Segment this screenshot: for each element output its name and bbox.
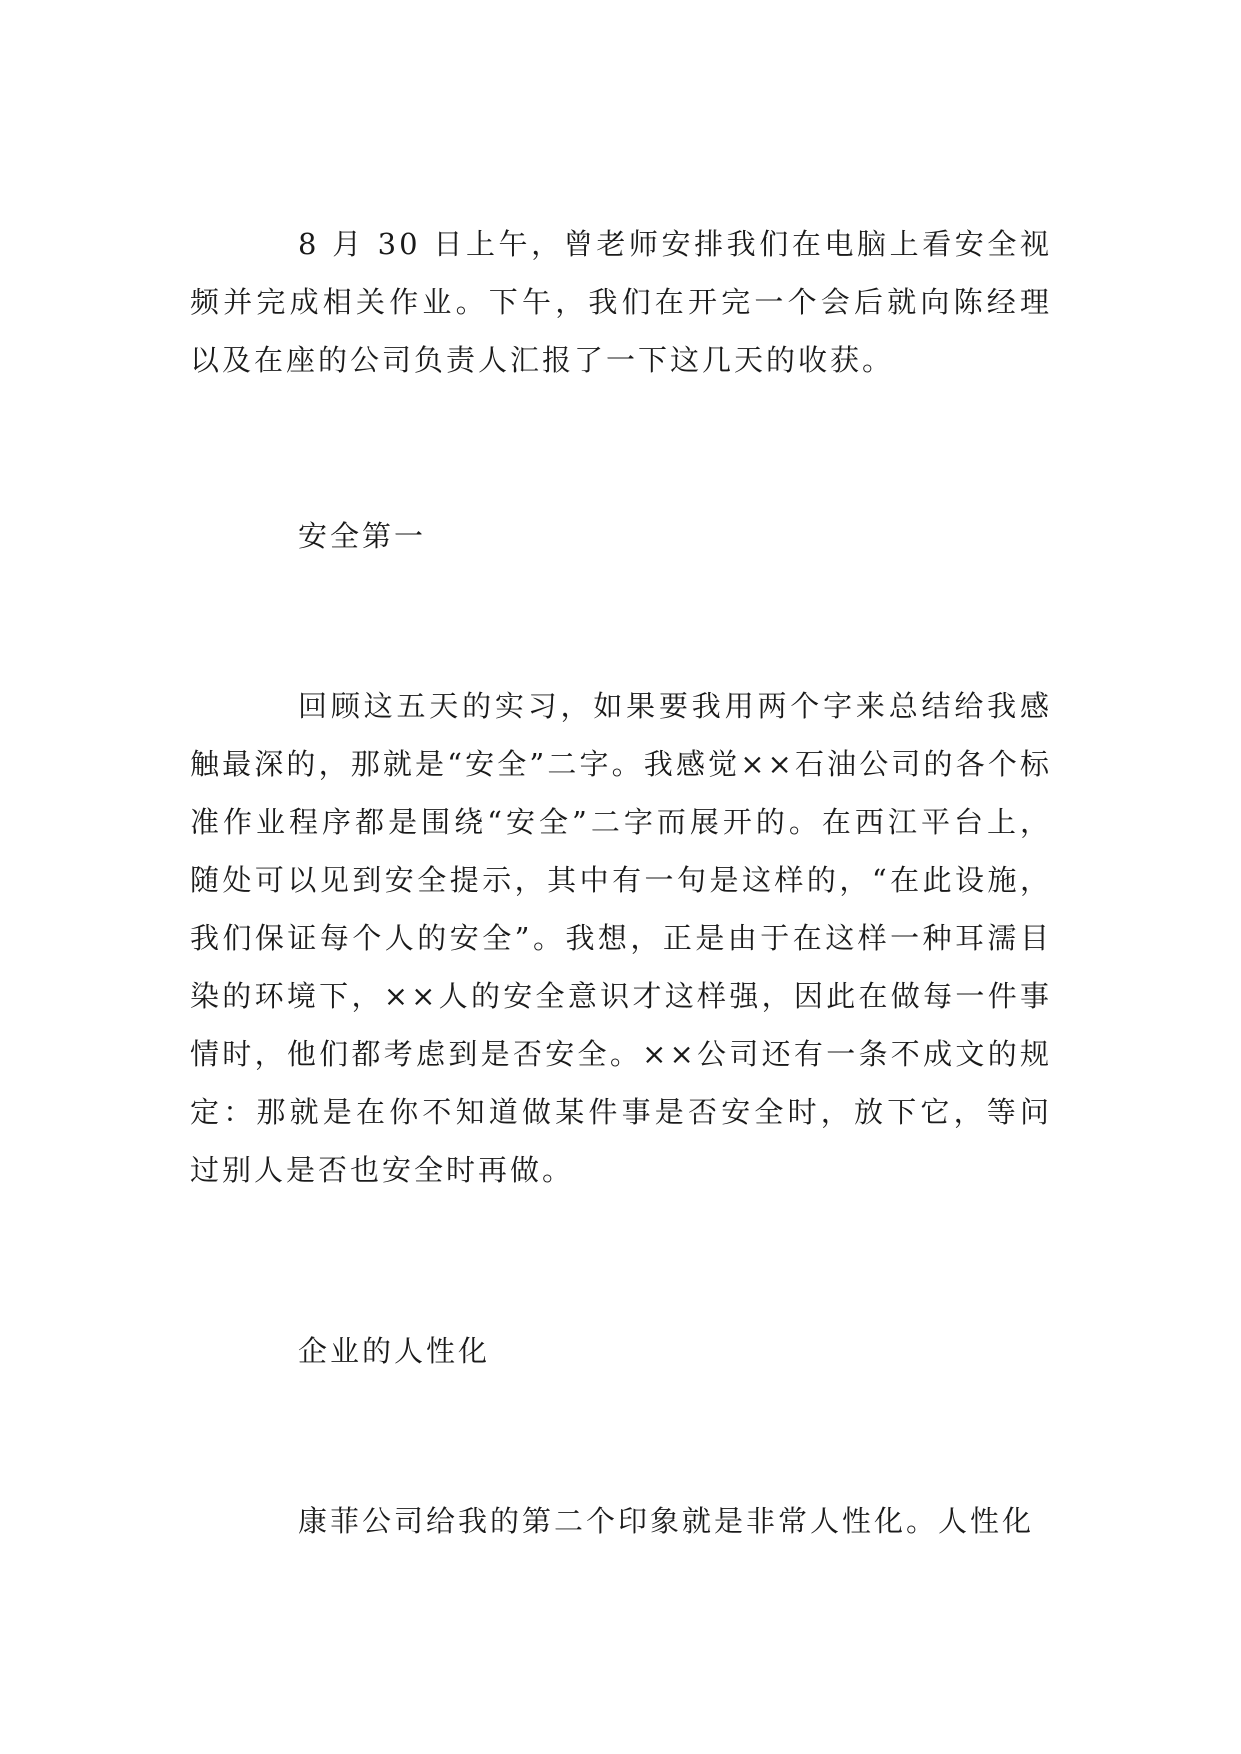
- section-heading: 企业的人性化: [298, 1334, 491, 1368]
- body-paragraph: 8 月 30 日上午，曾老师安排我们在电脑上看安全视频并完成相关作业。下午，我们在开完一个会后就向陈经理以及在座的公司负责人汇报了一下这几天的收获。: [190, 227, 1052, 377]
- body-paragraph: 回顾这五天的实习，如果要我用两个字来总结给我感触最深的，那就是“安全”二字。我感觉××石油公司的各个标准作业程序都是围绕“安全”二字而展开的。在西江平台上，随处可以见到安全提示，其中有一句是这样的，“在此设施，我们保证每个人的安全”。我想，正是由于在这样一种耳濡目染的环境下，××人的安全意识才这样强，因此在做每一件事情时，他们都考虑到是否安全。××公司还有一条不成文的规定：那就是在你不知道做某件事是否安全时，放下它，等问过别人是否也安全时再做。: [190, 689, 1052, 1187]
- body-paragraph: 康菲公司给我的第二个印象就是非常人性化。人性化: [298, 1504, 1035, 1538]
- section-heading: 安全第一: [298, 519, 427, 553]
